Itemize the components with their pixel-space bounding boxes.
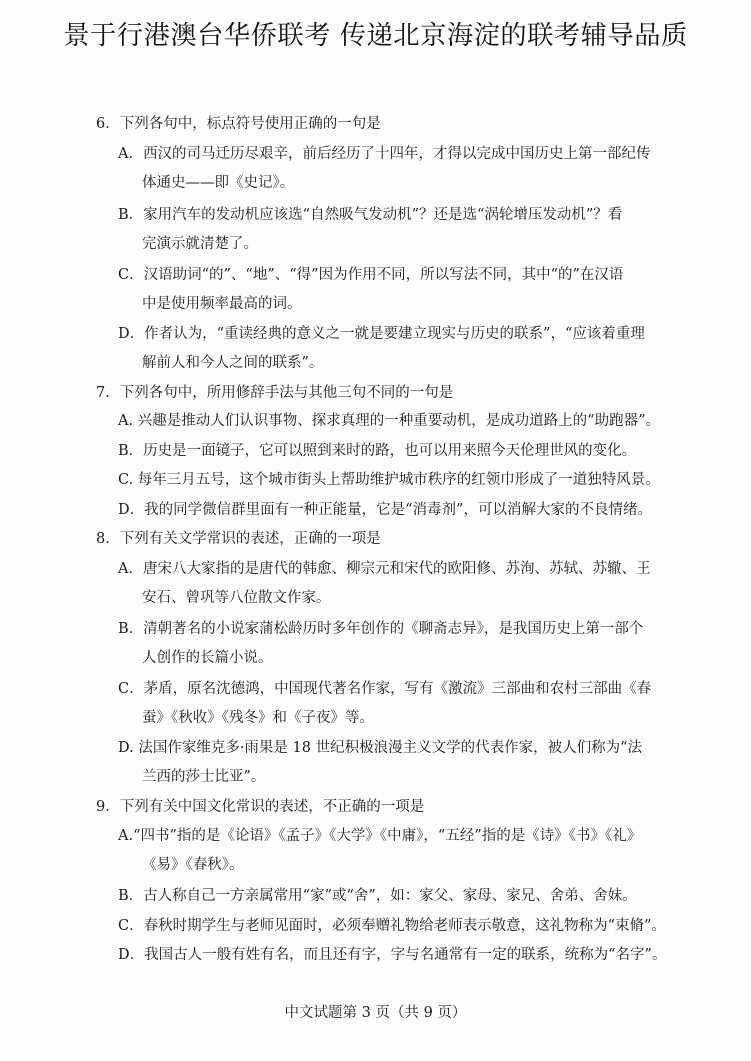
question-9-stem: 9．下列有关中国文化常识的表述，不正确的一项是 [96, 799, 425, 815]
question-8-option-b: B．清朝著名的小说家蒲松龄历时多年创作的《聊斋志异》，是我国历史上第一部个 [118, 621, 644, 637]
question-8-option-a-cont: 安石、曾巩等八位散文作家。 [142, 590, 331, 606]
question-9-option-c: C．春秋时期学生与老师见面时，必须奉赠礼物给老师表示敬意，这礼物称为“束脩”。 [118, 918, 666, 934]
question-8-stem: 8．下列有关文学常识的表述，正确的一项是 [96, 531, 381, 547]
question-9-option-d: D．我国古人一般有姓有名，而且还有字，字与名通常有一定的联系，统称为“名字”。 [118, 947, 667, 963]
question-6-option-c-cont: 中是使用频率最高的词。 [142, 296, 302, 312]
question-8-option-c: C．茅盾，原名沈德鸿，中国现代著名作家，写有《激流》三部曲和农村三部曲《春 [118, 681, 652, 697]
page-footer: 中文试题第 3 页（共 9 页） [284, 1005, 467, 1021]
page-banner: 景于行港澳台华侨联考 传递北京海淀的联考辅导品质 [63, 21, 688, 51]
question-7-option-b: B．历史是一面镜子，它可以照到来时的路，也可以用来照今天伦理世风的变化。 [118, 443, 637, 459]
question-6-option-b: B．家用汽车的发动机应该选“自然吸气发动机”？还是选“涡轮增压发动机”？看 [118, 207, 623, 223]
question-6-option-d: D．作者认为，“重读经典的意义之一就是要建立现实与历史的联系”，“应该着重理 [118, 326, 645, 342]
question-9-option-a-cont: 《易》《春秋》。 [142, 857, 244, 873]
question-8-option-d: D. 法国作家维克多·雨果是 18 世纪积极浪漫主义文学的代表作家，被人们称为“法 [118, 740, 643, 756]
question-7-option-a: A. 兴趣是推动人们认识事物、探求真理的一种重要动机，是成功道路上的“助跑器”。 [118, 413, 661, 429]
question-9-option-b: B．古人称自己一方亲属常用“家”或“舍”，如：家父、家母、家兄、舍弟、舍妹。 [118, 888, 637, 904]
question-7-option-d: D．我的同学微信群里面有一种正能量，它是“消毒剂”，可以消解大家的不良情绪。 [118, 502, 652, 518]
question-8-option-a: A．唐宋八大家指的是唐代的韩愈、柳宗元和宋代的欧阳修、苏洵、苏轼、苏辙、王 [118, 561, 651, 577]
question-9-option-a: A.“四书”指的是《论语》《孟子》《大学》《中庸》，“五经”指的是《诗》《书》《礼》 [118, 828, 642, 844]
question-7-option-c: C. 每年三月五号，这个城市街头上帮助维护城市秩序的红领巾形成了一道独特风景。 [118, 472, 660, 488]
question-6-stem: 6．下列各句中，标点符号使用正确的一句是 [96, 116, 381, 132]
question-7-stem: 7．下列各句中，所用修辞手法与其他三句不同的一句是 [96, 385, 454, 401]
question-6-option-a-cont: 体通史——即《史记》。 [142, 175, 295, 191]
question-8-option-d-cont: 兰西的莎士比亚”。 [142, 769, 266, 785]
question-6-option-d-cont: 解前人和今人之间的联系”。 [142, 355, 324, 371]
question-8-option-b-cont: 人创作的长篇小说。 [142, 650, 273, 666]
question-6-option-c: C．汉语助词“的”、“地”、“得”因为作用不同，所以写法不同，其中“的”在汉语 [118, 267, 624, 283]
question-6-option-a: A．西汉的司马迁历尽艰辛，前后经历了十四年，才得以完成中国历史上第一部纪传 [118, 146, 651, 162]
question-8-option-c-cont: 蚕》《秋收》《残冬》和《子夜》等。 [142, 710, 374, 726]
question-6-option-b-cont: 完演示就清楚了。 [142, 236, 258, 252]
